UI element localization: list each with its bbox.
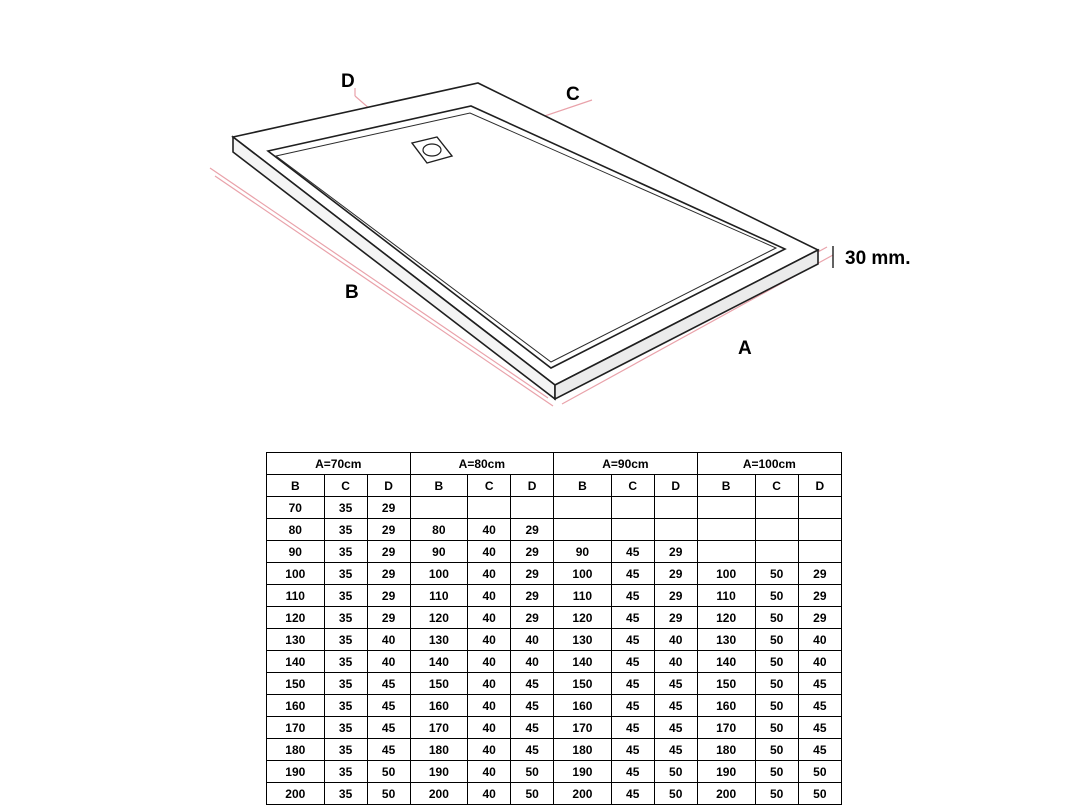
table-cell-g2-d: 45 — [511, 673, 554, 695]
table-cell-g1-c: 35 — [324, 651, 367, 673]
table-cell-g1-d: 45 — [367, 695, 410, 717]
table-cell-g2-c: 40 — [468, 695, 511, 717]
table-cell-g2-c: 40 — [468, 651, 511, 673]
table-cell-g1-d: 29 — [367, 607, 410, 629]
table-cell-g2-b: 120 — [410, 607, 468, 629]
table-cell-g4-c — [755, 497, 798, 519]
table-cell-g4-c: 50 — [755, 651, 798, 673]
table-cell-g2-b: 200 — [410, 783, 468, 805]
table-cell-g4-c: 50 — [755, 607, 798, 629]
table-cell-g2-d: 29 — [511, 519, 554, 541]
table-cell-g3-c: 45 — [611, 761, 654, 783]
table-row — [267, 563, 842, 585]
table-cell-g4-d: 40 — [798, 629, 841, 651]
table-cell-g3-b: 100 — [554, 563, 612, 585]
table-cell-g4-b: 200 — [697, 783, 755, 805]
table-cell-g4-b — [697, 497, 755, 519]
table-cell-g1-b: 120 — [267, 607, 325, 629]
table-cell-g3-d: 45 — [654, 673, 697, 695]
table-row — [267, 783, 842, 805]
table-group-header-row — [267, 453, 842, 475]
table-cell-g4-d: 29 — [798, 563, 841, 585]
table-cell-g4-c — [755, 541, 798, 563]
table-cell-g4-d — [798, 497, 841, 519]
table-cell-g4-b: 180 — [697, 739, 755, 761]
group-header-a90: A=90cm — [554, 453, 698, 475]
table-cell-g1-d: 29 — [367, 563, 410, 585]
table-cell-g1-d: 45 — [367, 673, 410, 695]
table-cell-g4-d — [798, 519, 841, 541]
table-cell-g2-c: 40 — [468, 717, 511, 739]
table-cell-g1-b: 70 — [267, 497, 325, 519]
label-thickness: 30 mm. — [845, 248, 911, 269]
dimensions-table — [266, 452, 842, 805]
table-cell-g1-b: 170 — [267, 717, 325, 739]
table-cell-g1-c: 35 — [324, 607, 367, 629]
table-cell-g2-d: 45 — [511, 739, 554, 761]
table-cell-g3-b: 130 — [554, 629, 612, 651]
table-cell-g4-c: 50 — [755, 717, 798, 739]
table-cell-g3-c — [611, 497, 654, 519]
table-cell-g2-d: 29 — [511, 607, 554, 629]
table-cell-g3-d: 40 — [654, 651, 697, 673]
table-cell-g3-c — [611, 519, 654, 541]
table-cell-g2-b: 100 — [410, 563, 468, 585]
table-cell-g4-b: 130 — [697, 629, 755, 651]
table-cell-g2-c: 40 — [468, 541, 511, 563]
table-cell-g2-b: 150 — [410, 673, 468, 695]
table-cell-g3-c: 45 — [611, 629, 654, 651]
table-cell-g3-b: 110 — [554, 585, 612, 607]
table-cell-g4-b: 170 — [697, 717, 755, 739]
table-cell-g3-c: 45 — [611, 563, 654, 585]
table-cell-g1-b: 190 — [267, 761, 325, 783]
table-cell-g1-d: 40 — [367, 629, 410, 651]
table-row — [267, 541, 842, 563]
table-cell-g4-b: 160 — [697, 695, 755, 717]
table-cell-g4-b: 150 — [697, 673, 755, 695]
table-cell-g1-b: 90 — [267, 541, 325, 563]
table-cell-g4-b: 140 — [697, 651, 755, 673]
table-cell-g2-d: 40 — [511, 651, 554, 673]
table-cell-g4-b — [697, 541, 755, 563]
table-cell-g1-b: 180 — [267, 739, 325, 761]
col-header-b-3: B — [554, 475, 612, 497]
table-cell-g4-d: 40 — [798, 651, 841, 673]
table-row — [267, 717, 842, 739]
table-cell-g2-c: 40 — [468, 563, 511, 585]
table-cell-g1-d: 40 — [367, 651, 410, 673]
table-cell-g1-d: 45 — [367, 717, 410, 739]
table-cell-g1-c: 35 — [324, 739, 367, 761]
table-cell-g3-c: 45 — [611, 585, 654, 607]
table-cell-g4-c: 50 — [755, 695, 798, 717]
table-cell-g4-c — [755, 519, 798, 541]
col-header-c-3: C — [611, 475, 654, 497]
table-cell-g2-b: 80 — [410, 519, 468, 541]
table-cell-g2-c: 40 — [468, 783, 511, 805]
table-cell-g1-c: 35 — [324, 585, 367, 607]
col-header-c-2: C — [468, 475, 511, 497]
table-cell-g3-b: 120 — [554, 607, 612, 629]
table-row — [267, 673, 842, 695]
table-cell-g2-c: 40 — [468, 519, 511, 541]
table-cell-g4-c: 50 — [755, 761, 798, 783]
table-cell-g2-c: 40 — [468, 607, 511, 629]
table-cell-g1-c: 35 — [324, 519, 367, 541]
table-cell-g2-c: 40 — [468, 739, 511, 761]
table-cell-g3-d: 29 — [654, 541, 697, 563]
table-row — [267, 739, 842, 761]
table-cell-g1-b: 100 — [267, 563, 325, 585]
table-cell-g2-c: 40 — [468, 761, 511, 783]
table-cell-g3-b: 140 — [554, 651, 612, 673]
table-cell-g4-d: 29 — [798, 607, 841, 629]
table-cell-g2-b: 190 — [410, 761, 468, 783]
table-cell-g1-b: 150 — [267, 673, 325, 695]
table-cell-g2-d — [511, 497, 554, 519]
table-cell-g4-b: 100 — [697, 563, 755, 585]
table-cell-g1-b: 140 — [267, 651, 325, 673]
col-header-b-2: B — [410, 475, 468, 497]
table-cell-g2-d: 50 — [511, 761, 554, 783]
table-cell-g1-c: 35 — [324, 717, 367, 739]
table-cell-g1-c: 35 — [324, 629, 367, 651]
table-cell-g3-d: 45 — [654, 717, 697, 739]
table-cell-g4-c: 50 — [755, 629, 798, 651]
table-cell-g3-d: 29 — [654, 607, 697, 629]
table-cell-g1-d: 29 — [367, 519, 410, 541]
table-cell-g3-c: 45 — [611, 541, 654, 563]
table-cell-g4-d: 45 — [798, 695, 841, 717]
tray-body — [233, 83, 818, 399]
table-cell-g2-b: 170 — [410, 717, 468, 739]
table-row — [267, 607, 842, 629]
col-header-d-1: D — [367, 475, 410, 497]
table-cell-g3-d — [654, 519, 697, 541]
table-cell-g1-c: 35 — [324, 497, 367, 519]
table-cell-g1-c: 35 — [324, 761, 367, 783]
table-cell-g3-c: 45 — [611, 739, 654, 761]
col-header-d-3: D — [654, 475, 697, 497]
table-cell-g2-c: 40 — [468, 673, 511, 695]
table-cell-g2-b — [410, 497, 468, 519]
table-cell-g4-b: 120 — [697, 607, 755, 629]
table-cell-g3-d — [654, 497, 697, 519]
dimensions-table-container — [266, 452, 842, 805]
label-b: B — [345, 282, 359, 303]
table-cell-g4-b: 190 — [697, 761, 755, 783]
table-cell-g2-b: 110 — [410, 585, 468, 607]
col-header-c-4: C — [755, 475, 798, 497]
table-cell-g1-c: 35 — [324, 695, 367, 717]
col-header-d-4: D — [798, 475, 841, 497]
table-cell-g4-c: 50 — [755, 739, 798, 761]
table-cell-g3-b: 160 — [554, 695, 612, 717]
table-cell-g2-d: 29 — [511, 541, 554, 563]
label-a: A — [738, 338, 752, 359]
table-cell-g2-b: 160 — [410, 695, 468, 717]
table-cell-g3-c: 45 — [611, 717, 654, 739]
table-cell-g3-b: 90 — [554, 541, 612, 563]
table-row — [267, 695, 842, 717]
table-row — [267, 497, 842, 519]
table-cell-g1-b: 80 — [267, 519, 325, 541]
table-cell-g2-d: 29 — [511, 585, 554, 607]
table-cell-g1-d: 50 — [367, 761, 410, 783]
table-cell-g3-d: 50 — [654, 783, 697, 805]
table-cell-g3-c: 45 — [611, 651, 654, 673]
table-cell-g3-b: 180 — [554, 739, 612, 761]
col-header-b-4: B — [697, 475, 755, 497]
table-cell-g3-d: 40 — [654, 629, 697, 651]
table-cell-g2-d: 45 — [511, 717, 554, 739]
table-cell-g3-b: 150 — [554, 673, 612, 695]
table-cell-g4-b — [697, 519, 755, 541]
table-cell-g4-d: 45 — [798, 739, 841, 761]
table-row — [267, 585, 842, 607]
table-cell-g4-d: 45 — [798, 673, 841, 695]
table-cell-g4-c: 50 — [755, 585, 798, 607]
dimensions-table-body — [267, 497, 842, 805]
table-cell-g4-b: 110 — [697, 585, 755, 607]
table-cell-g1-d: 29 — [367, 585, 410, 607]
table-cell-g2-d: 40 — [511, 629, 554, 651]
table-cell-g2-b: 130 — [410, 629, 468, 651]
group-header-a70: A=70cm — [267, 453, 411, 475]
table-cell-g4-d: 29 — [798, 585, 841, 607]
table-cell-g3-b: 170 — [554, 717, 612, 739]
col-header-d-2: D — [511, 475, 554, 497]
table-cell-g3-d: 45 — [654, 695, 697, 717]
table-cell-g1-b: 160 — [267, 695, 325, 717]
table-cell-g3-c: 45 — [611, 783, 654, 805]
table-cell-g4-c: 50 — [755, 563, 798, 585]
table-cell-g3-c: 45 — [611, 673, 654, 695]
table-cell-g4-c: 50 — [755, 673, 798, 695]
table-cell-g4-d: 45 — [798, 717, 841, 739]
table-cell-g2-b: 90 — [410, 541, 468, 563]
table-cell-g1-c: 35 — [324, 783, 367, 805]
label-d: D — [341, 71, 355, 92]
table-cell-g3-b — [554, 519, 612, 541]
group-header-a100: A=100cm — [697, 453, 841, 475]
table-cell-g1-d: 50 — [367, 783, 410, 805]
table-cell-g2-b: 140 — [410, 651, 468, 673]
table-cell-g2-d: 29 — [511, 563, 554, 585]
table-cell-g3-b: 200 — [554, 783, 612, 805]
table-cell-g1-d: 29 — [367, 497, 410, 519]
col-header-b-1: B — [267, 475, 325, 497]
table-cell-g3-d: 29 — [654, 585, 697, 607]
table-cell-g2-d: 45 — [511, 695, 554, 717]
group-header-a80: A=80cm — [410, 453, 554, 475]
table-cell-g3-c: 45 — [611, 695, 654, 717]
table-cell-g3-b: 190 — [554, 761, 612, 783]
table-cell-g1-c: 35 — [324, 541, 367, 563]
table-cell-g2-d: 50 — [511, 783, 554, 805]
table-cell-g1-c: 35 — [324, 563, 367, 585]
table-cell-g3-b — [554, 497, 612, 519]
table-row — [267, 651, 842, 673]
table-row — [267, 761, 842, 783]
table-cell-g2-b: 180 — [410, 739, 468, 761]
table-cell-g4-d: 50 — [798, 761, 841, 783]
table-cell-g1-b: 110 — [267, 585, 325, 607]
table-cell-g2-c: 40 — [468, 585, 511, 607]
table-column-header-row — [267, 475, 842, 497]
table-cell-g3-d: 50 — [654, 761, 697, 783]
table-cell-g4-d: 50 — [798, 783, 841, 805]
col-header-c-1: C — [324, 475, 367, 497]
table-cell-g3-d: 29 — [654, 563, 697, 585]
table-row — [267, 519, 842, 541]
table-cell-g3-c: 45 — [611, 607, 654, 629]
table-cell-g1-b: 130 — [267, 629, 325, 651]
table-cell-g4-c: 50 — [755, 783, 798, 805]
table-cell-g1-d: 29 — [367, 541, 410, 563]
table-cell-g2-c — [468, 497, 511, 519]
table-cell-g3-d: 45 — [654, 739, 697, 761]
table-cell-g2-c: 40 — [468, 629, 511, 651]
table-cell-g1-c: 35 — [324, 673, 367, 695]
table-cell-g1-d: 45 — [367, 739, 410, 761]
table-cell-g1-b: 200 — [267, 783, 325, 805]
table-row — [267, 629, 842, 651]
label-c: C — [566, 84, 580, 105]
table-cell-g4-d — [798, 541, 841, 563]
